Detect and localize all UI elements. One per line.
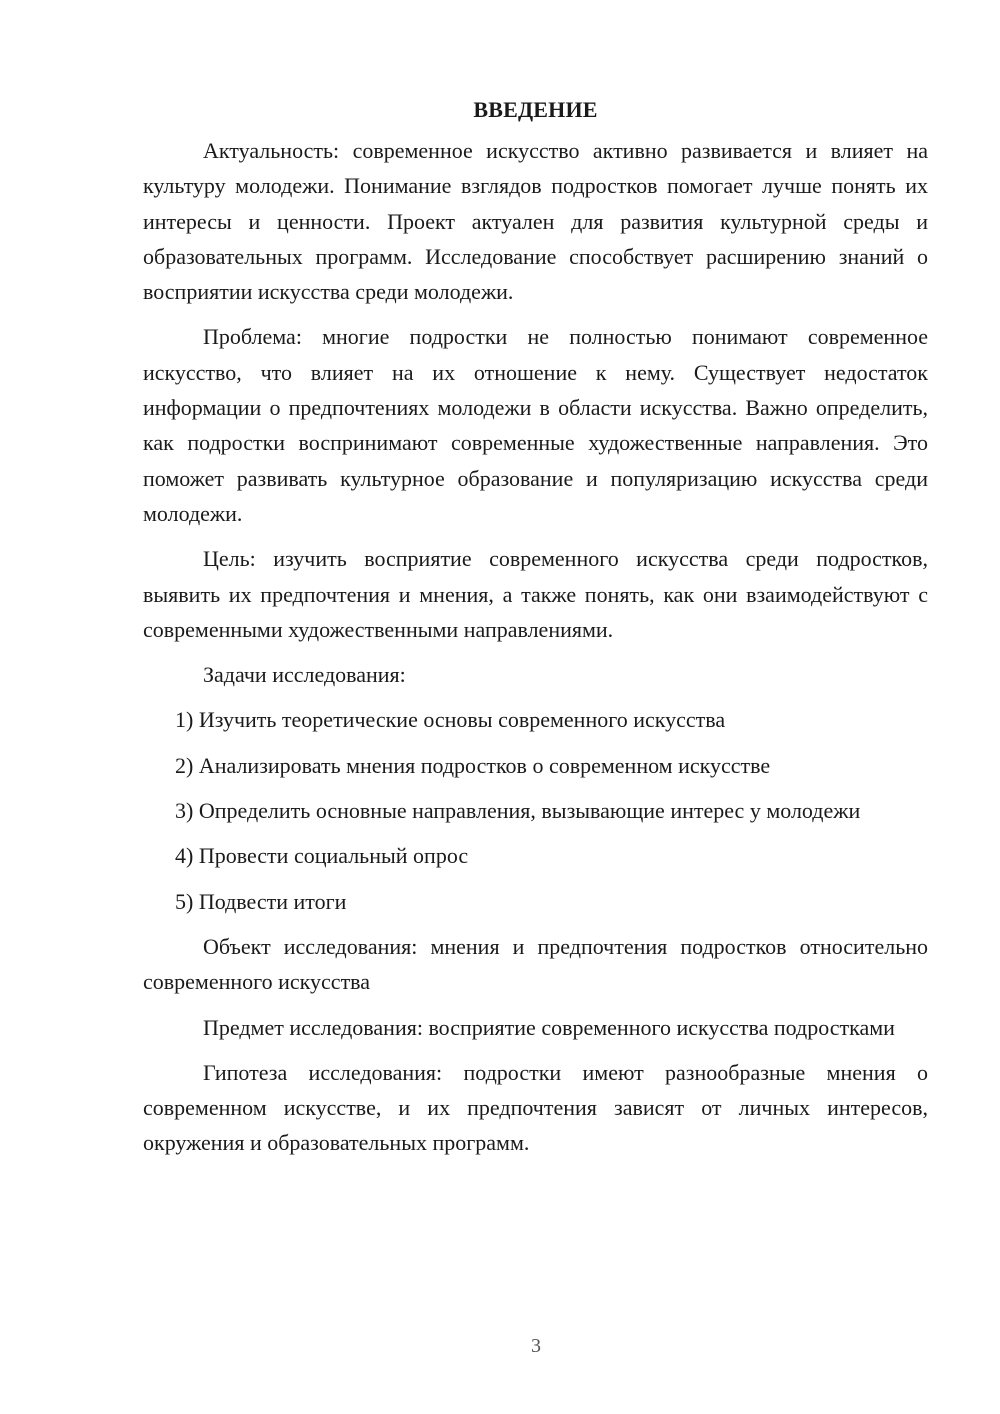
task-item: 4) Провести социальный опрос	[175, 843, 469, 869]
task-item: 3) Определить основные направления, вызывающие интерес у молодежи	[175, 798, 861, 824]
subject-paragraph: Предмет исследования: восприятие современного искусства подростками	[203, 1014, 895, 1040]
hypothesis-paragraph: Гипотеза исследования: подростки имеют разнообразные мнения о современном искусстве, и их предпочтения зависят от личных интересов, окружения и образовательных программ.	[143, 1059, 928, 1156]
relevance-paragraph: Актуальность: современное искусство активно развивается и влияет на культуру молодежи. Понимание взглядов подростков помогает лучше понять их интересы и ценности. Проект актуален для развития культурной среды и образовательных программ. Исследование способствует расширению знаний о восприятии искусства среди молодежи.	[143, 138, 928, 305]
document-body	[143, 92, 928, 1161]
task-item: 1) Изучить теоретические основы современного искусства	[175, 707, 726, 733]
object-paragraph: Объект исследования: мнения и предпочтения подростков относительно современного искусства	[143, 933, 928, 995]
tasks-list	[143, 702, 928, 918]
page-title: ВВЕДЕНИЕ	[473, 97, 598, 122]
goal-paragraph: Цель: изучить восприятие современного искусства среди подростков, выявить их предпочтения и мнения, а также понять, как они взаимодействуют с современными художественными направлениями.	[143, 546, 928, 642]
problem-paragraph: Проблема: многие подростки не полностью понимают современное искусство, что влияет на их отношение к нему. Существует недостаток информации о предпочтениях молодежи в области искусства. Важно определить, как подростки воспринимают современные художественные направления. Это поможет развивать культурное образование и популяризацию искусства среди молодежи.	[143, 324, 928, 526]
tasks-heading: Задачи исследования:	[203, 662, 406, 688]
task-item: 2) Анализировать мнения подростков о современном искусстве	[175, 752, 771, 778]
page-number: 3	[531, 1335, 541, 1357]
task-item: 5) Подвести итоги	[175, 888, 347, 914]
